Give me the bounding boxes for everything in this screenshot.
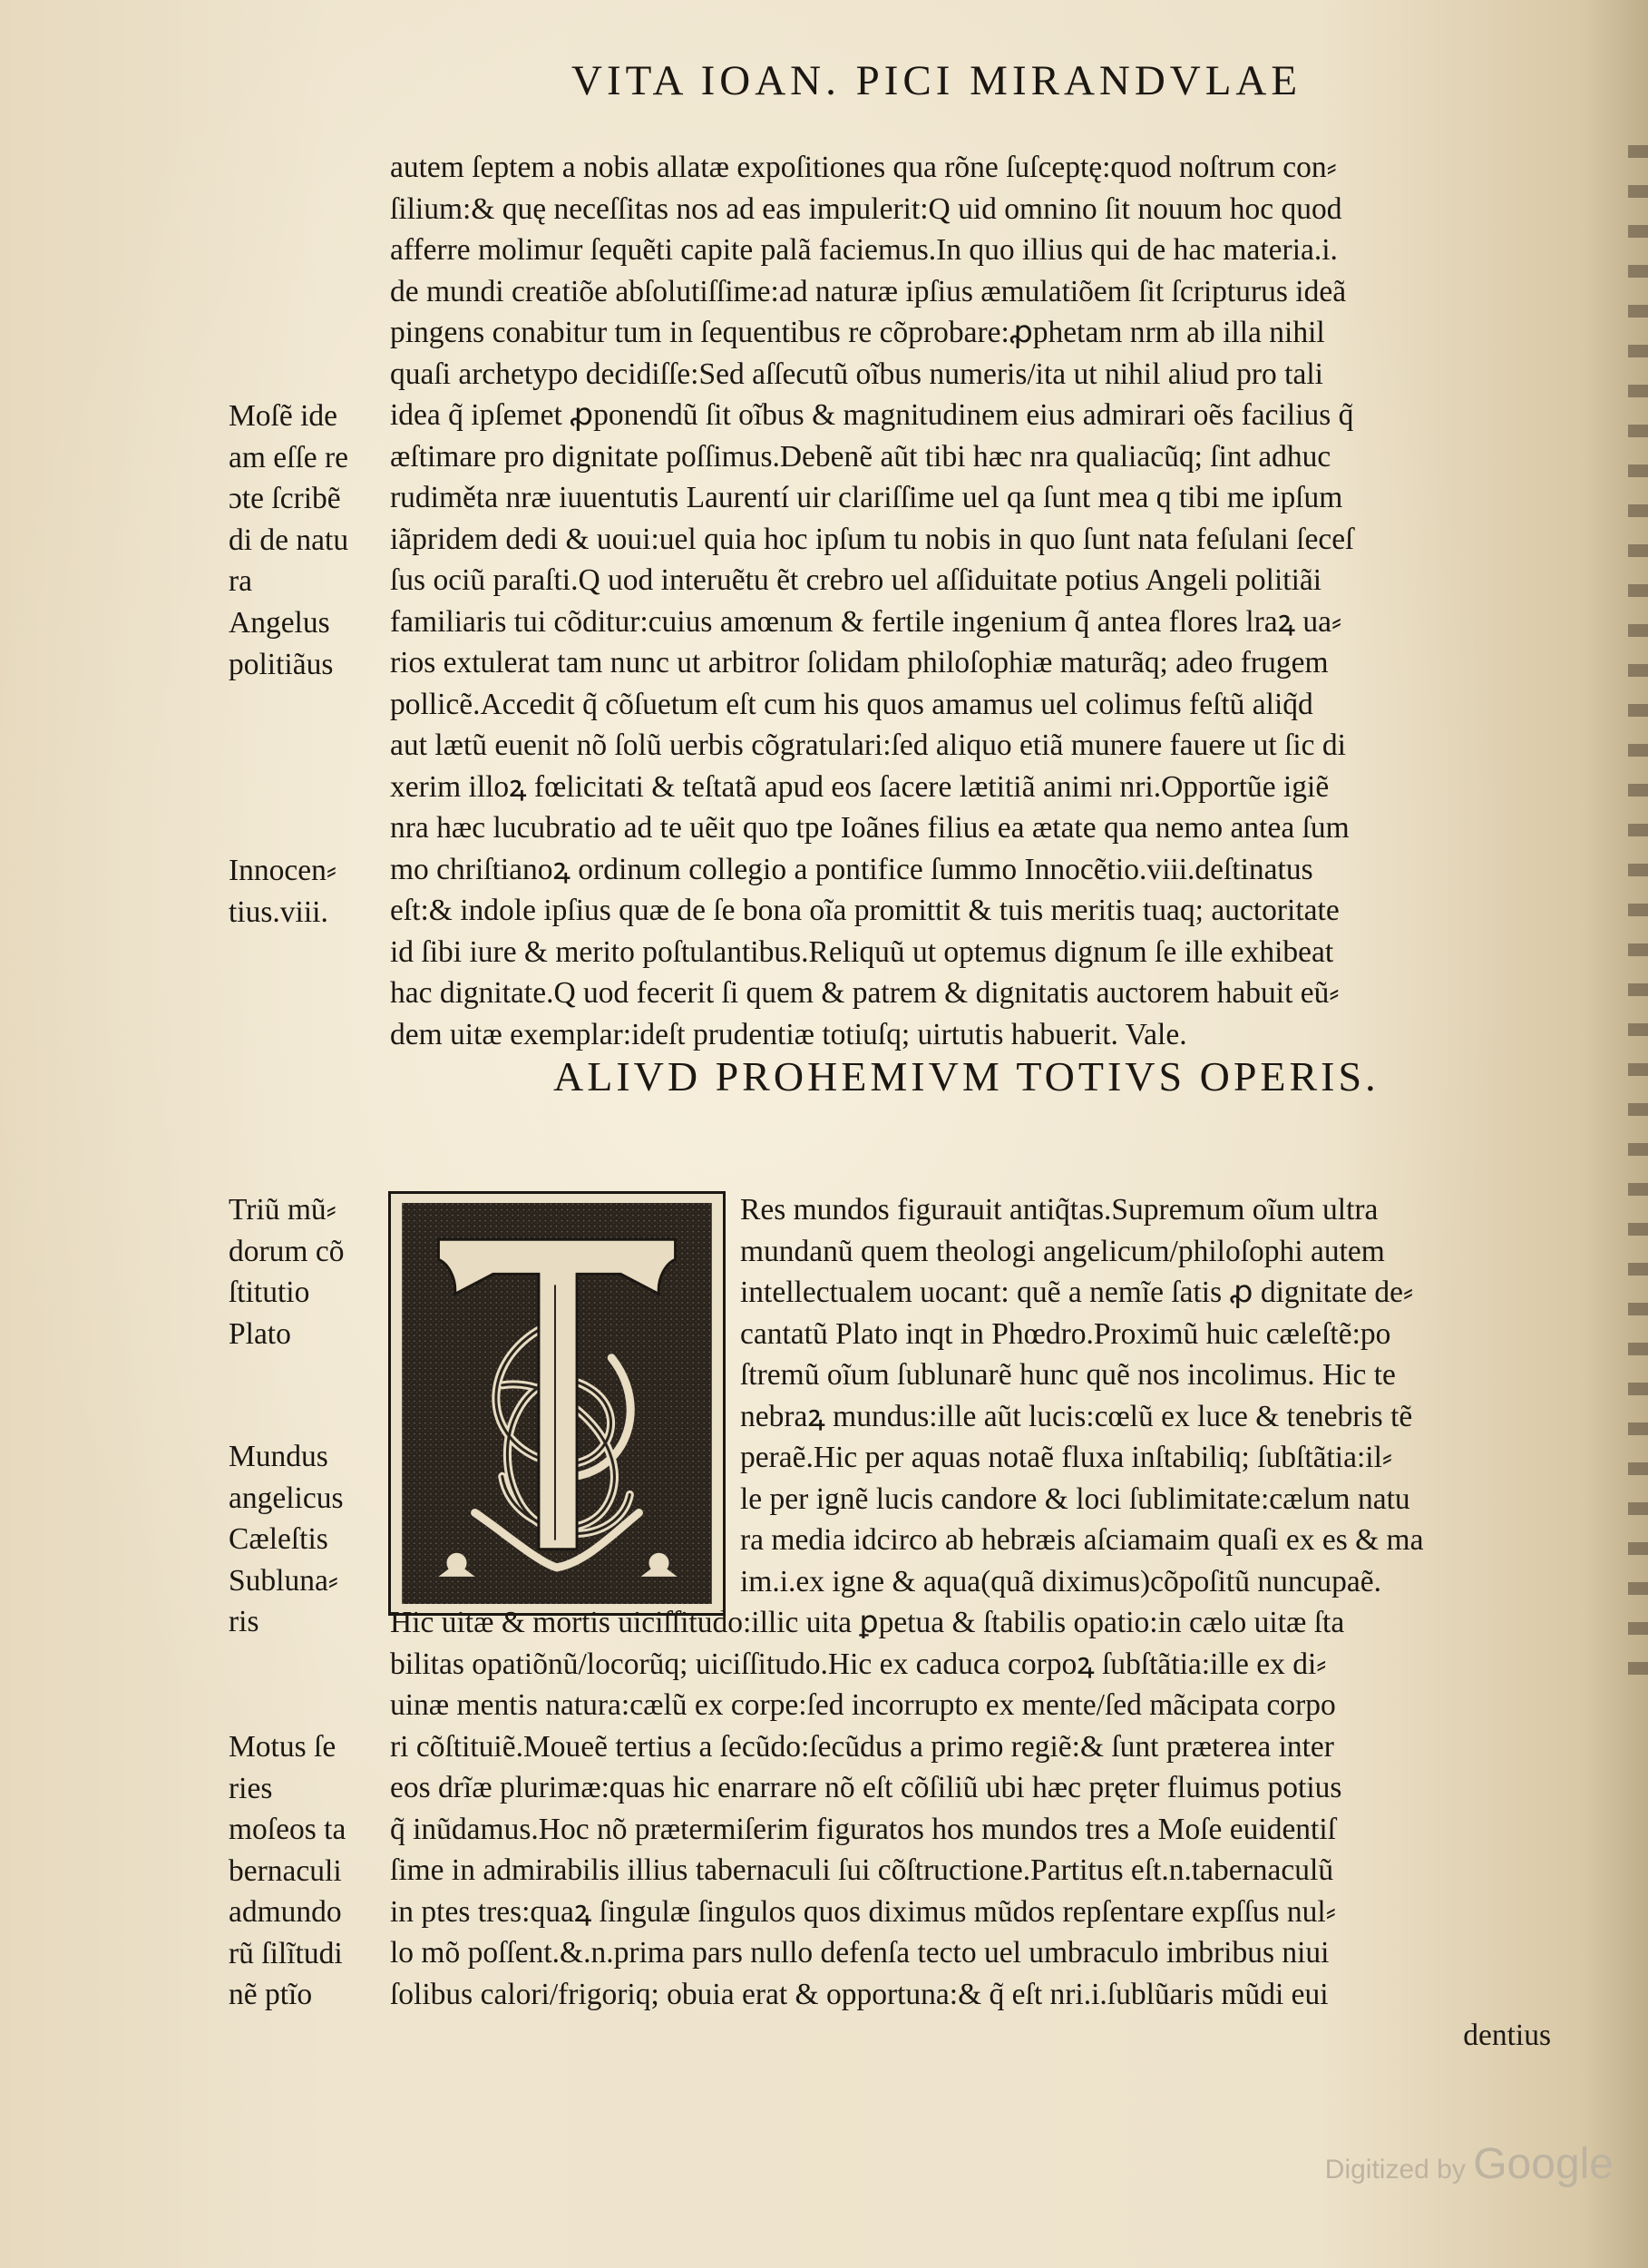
margin-note-line: am eſſe re [229, 440, 349, 474]
margin-note-mose [229, 396, 383, 602]
text-line: autem ſeptem a nobis allatæ expoſitiones qua rõne ſuſceptę:quod noſtrum con⸗ [390, 151, 1337, 184]
text-line: cantatũ Plato inqt in Phœdro.Proximũ huic cæleſtẽ:po [740, 1316, 1391, 1351]
margin-note-line: bernaculi [229, 1853, 342, 1888]
margin-note-line: angelicus [229, 1481, 344, 1515]
margin-note-mundus-angelicus [229, 1436, 383, 1643]
margin-note-line: Plato [229, 1316, 291, 1351]
text-line: mo chriſtianoꝝ ordinum collegio a pontifice ſummo Innocẽtio.viii.deſtinatus [390, 852, 1313, 886]
main-text-top [390, 147, 1551, 1055]
text-line: peraẽ.Hic per aquas notaẽ fluxa inſtabiliq; ſubſtãtia:il⸗ [740, 1441, 1393, 1474]
facing-page-edge [1628, 145, 1648, 1687]
text-line: ſus ociũ paraſti.Q uod interuẽtu ẽt crebro uel aſſiduitate potius Angeli politiãi [390, 563, 1322, 597]
text-line: uinæ mentis natura:cælũ ex corpe:ſed incorrupto ex mente/ſed mãcipata corpo [390, 1688, 1336, 1722]
text-line: ſolibus calori/frigoriq; obuia erat & opportuna:& q̃ eſt nri.i.ſublũaris mũdi eui [390, 1977, 1329, 2011]
margin-note-line: Moſẽ ide [229, 399, 338, 433]
text-line: nebraꝝ mundus:ille aũt lucis:cœlũ ex luce & tenebris tẽ [740, 1399, 1413, 1433]
text-line: ſilium:& quę neceſſitas nos ad eas impulerit:Q uid omnino ſit nouum hoc quod [390, 191, 1342, 226]
text-line: q̃ inũdamus.Hoc nõ prætermiſerim figuratos hos mundos tres a Moſe euidentiſ [390, 1812, 1336, 1846]
text-line: mundanũ quem theologi angelicum/philoſophi autem [740, 1234, 1385, 1268]
margin-note-line: ra [229, 564, 253, 598]
initial-letter-ornament-icon [400, 1203, 714, 1604]
margin-note-line: Motus ſe [229, 1730, 336, 1764]
text-line: rudiměta nræ iuuentutis Laurentí uir clariſſime uel qa ſunt mea q tibi me ipſum [390, 481, 1343, 514]
watermark-prefix: Digitized by [1324, 2155, 1466, 2185]
margin-note-line: nẽ ptĩo [229, 1978, 313, 2011]
text-line: ſime in admirabilis illius tabernaculi ſui cõſtructione.Partitus eſt.n.tabernaculũ [390, 1853, 1334, 1887]
text-line: idea q̃ ipſemet ꝓponendũ ſit oĩbus & magnitudinem eius admirari oẽs facilius q̃ [390, 398, 1354, 432]
margin-note-line: ries [229, 1771, 273, 1805]
running-title: VITA IOAN. PICI MIRANDVLAE [571, 57, 1302, 104]
catchword: dentius [1463, 2019, 1551, 2052]
text-line: eos drĩæ plurimæ:quas hic enarrare nõ eſt cõſiliũ ubi hæc pręter fluimus potius [390, 1771, 1342, 1804]
margin-note-motus-series [229, 1726, 383, 2016]
text-line: eſt:& indole ipſius quæ de ſe bona oĩa promittit & tuis meritis tuaq; auctoritate [390, 894, 1340, 927]
margin-note-line: politiãus [229, 647, 334, 681]
text-line: ſtremũ oĩum ſublunarẽ hunc quẽ nos incolimus. Hic te [740, 1358, 1396, 1392]
margin-note-angelus [229, 602, 383, 685]
margin-note-line: admundo [229, 1895, 342, 1929]
text-line: rios extulerat tam nunc ut arbitror ſolidam philoſophiæ maturãq; adeo frugem [390, 646, 1329, 679]
margin-note-line: moſeos ta [229, 1813, 346, 1846]
text-line: xerim illoꝝ fœlicitati & teſtatã apud eos ſacere lætitiã animi nri.Opportũe igiẽ [390, 769, 1330, 804]
text-line: lo mõ poſſent.&.n.prima pars nullo defenſa tecto uel umbraculo imbribus niui [390, 1936, 1330, 1970]
text-line: æſtimare pro dignitate poſſimus.Debenẽ aũt tibi hæc nra qualiacũq; ſint adhuc [390, 439, 1331, 474]
margin-note-line: tius.viii. [229, 894, 328, 929]
digitization-watermark [1325, 2139, 1614, 2189]
watermark-brand: Google [1473, 2140, 1614, 2188]
margin-note-line: Mundus [229, 1440, 328, 1473]
text-line: le per ignẽ lucis candore & loci ſublimitate:cælum natu [740, 1481, 1410, 1516]
text-line: familiaris tui cõditur:cuius amœnum & fertile ingenium q̃ antea flores lraꝝ ua⸗ [390, 604, 1342, 639]
text-line: dem uitæ exemplar:ideſt prudentiæ totiuſq; uirtutis habuerit. Vale. [390, 1017, 1187, 1051]
text-line: pollicẽ.Accedit q̃ cõſuetum eſt cum his quos amamus uel colimus feſtũ aliq̃d [390, 687, 1313, 721]
margin-note-triu-mundorum [229, 1189, 383, 1354]
section-title: ALIVD PROHEMIVM TOTIVS OPERIS. [553, 1053, 1380, 1100]
text-line: Hic uitæ & mortis uiciſſitudo:illic uita ꝑpetua & ſtabilis opatio:in cælo uitæ ſta [390, 1606, 1345, 1639]
margin-note-line: rũ ſilĩtudi [229, 1936, 343, 1970]
margin-note-line: Innocen⸗ [229, 854, 337, 887]
text-line: hac dignitate.Q uod fecerit ſi quem & patrem & dignitatis auctorem habuit eũ⸗ [390, 976, 1340, 1010]
text-line: nra hæc lucubratio ad te uẽit quo tpe Ioãnes filius ea ætate qua nemo antea ſum [390, 811, 1350, 845]
margin-note-line: Cæleſtis [229, 1522, 328, 1556]
text-line: afferre molimur ſequẽti capite palã faciemus.In quo illius qui de hac materia.i. [390, 233, 1338, 267]
main-text-bottom [390, 1602, 1551, 2057]
text-line: pingens conabitur tum in ſequentibus re cõprobare:ꝓphetam nrm ab illa nihil [390, 316, 1325, 349]
text-line: in ptes tres:quaꝝ ſingulæ ſingulos quos diximus mũdos repſentare expſſus nul⸗ [390, 1894, 1336, 1929]
text-line: iãpridem dedi & uoui:uel quia hoc ipſum tu nobis in quo ſunt nata feſulani ſeceſ [390, 522, 1354, 556]
text-line: de mundi creatiõe abſolutiſſime:ad naturæ ipſius æmulatiõem ſit ſcripturus ideã [390, 274, 1347, 308]
text-line: ri cõſtituiẽ.Moueẽ tertius a ſecũdo:ſecũdus a primo regiẽ:& ſunt præterea inter [390, 1729, 1334, 1764]
text-line: im.i.ex igne & aqua(quã diximus)cõpoſitũ nuncupaẽ. [740, 1564, 1382, 1598]
text-line: id ſibi iure & merito poſtulantibus.Reliquũ ut optemus dignum ſe ille exhibeat [390, 934, 1334, 969]
text-line: Res mundos figurauit antiq̃tas.Supremum oĩum ultra [740, 1193, 1379, 1227]
margin-note-line: Angelus [229, 606, 330, 640]
margin-note-line: Triũ mũ⸗ [229, 1193, 336, 1227]
text-line: aut lætũ euenit nõ ſolũ uerbis cõgratulari:ſed aliquo etiã munere fauere ut ſic di [390, 728, 1346, 762]
margin-note-line: ſtitutio [229, 1276, 310, 1309]
decorated-initial-t [388, 1191, 726, 1616]
margin-note-line: dorum cõ [229, 1234, 345, 1268]
main-text-beside-initial [740, 1189, 1556, 1602]
margin-note-line: di de natu [229, 523, 349, 557]
text-line: intellectualem uocant: quẽ a nemĩe ſatis ꝓ dignitate de⸗ [740, 1276, 1414, 1309]
margin-note-line: ris [229, 1605, 259, 1638]
text-line: quaſi archetypo decidiſſe:Sed aſſecutũ oĩbus numeris/ita ut nihil aliud pro tali [390, 357, 1323, 391]
text-line: bilitas opatiõnũ/locorũq; uiciſſitudo.Hic ex caduca corpoꝝ ſubſtãtia:ille ex di⸗ [390, 1647, 1327, 1681]
text-line: ra media idcirco ab hebræis aſciamaim quaſi ex es & ma [740, 1523, 1424, 1557]
margin-note-line: Subluna⸗ [229, 1563, 338, 1598]
margin-note-innocentius [229, 850, 383, 933]
margin-note-line: ɔte ſcribẽ [229, 482, 341, 515]
